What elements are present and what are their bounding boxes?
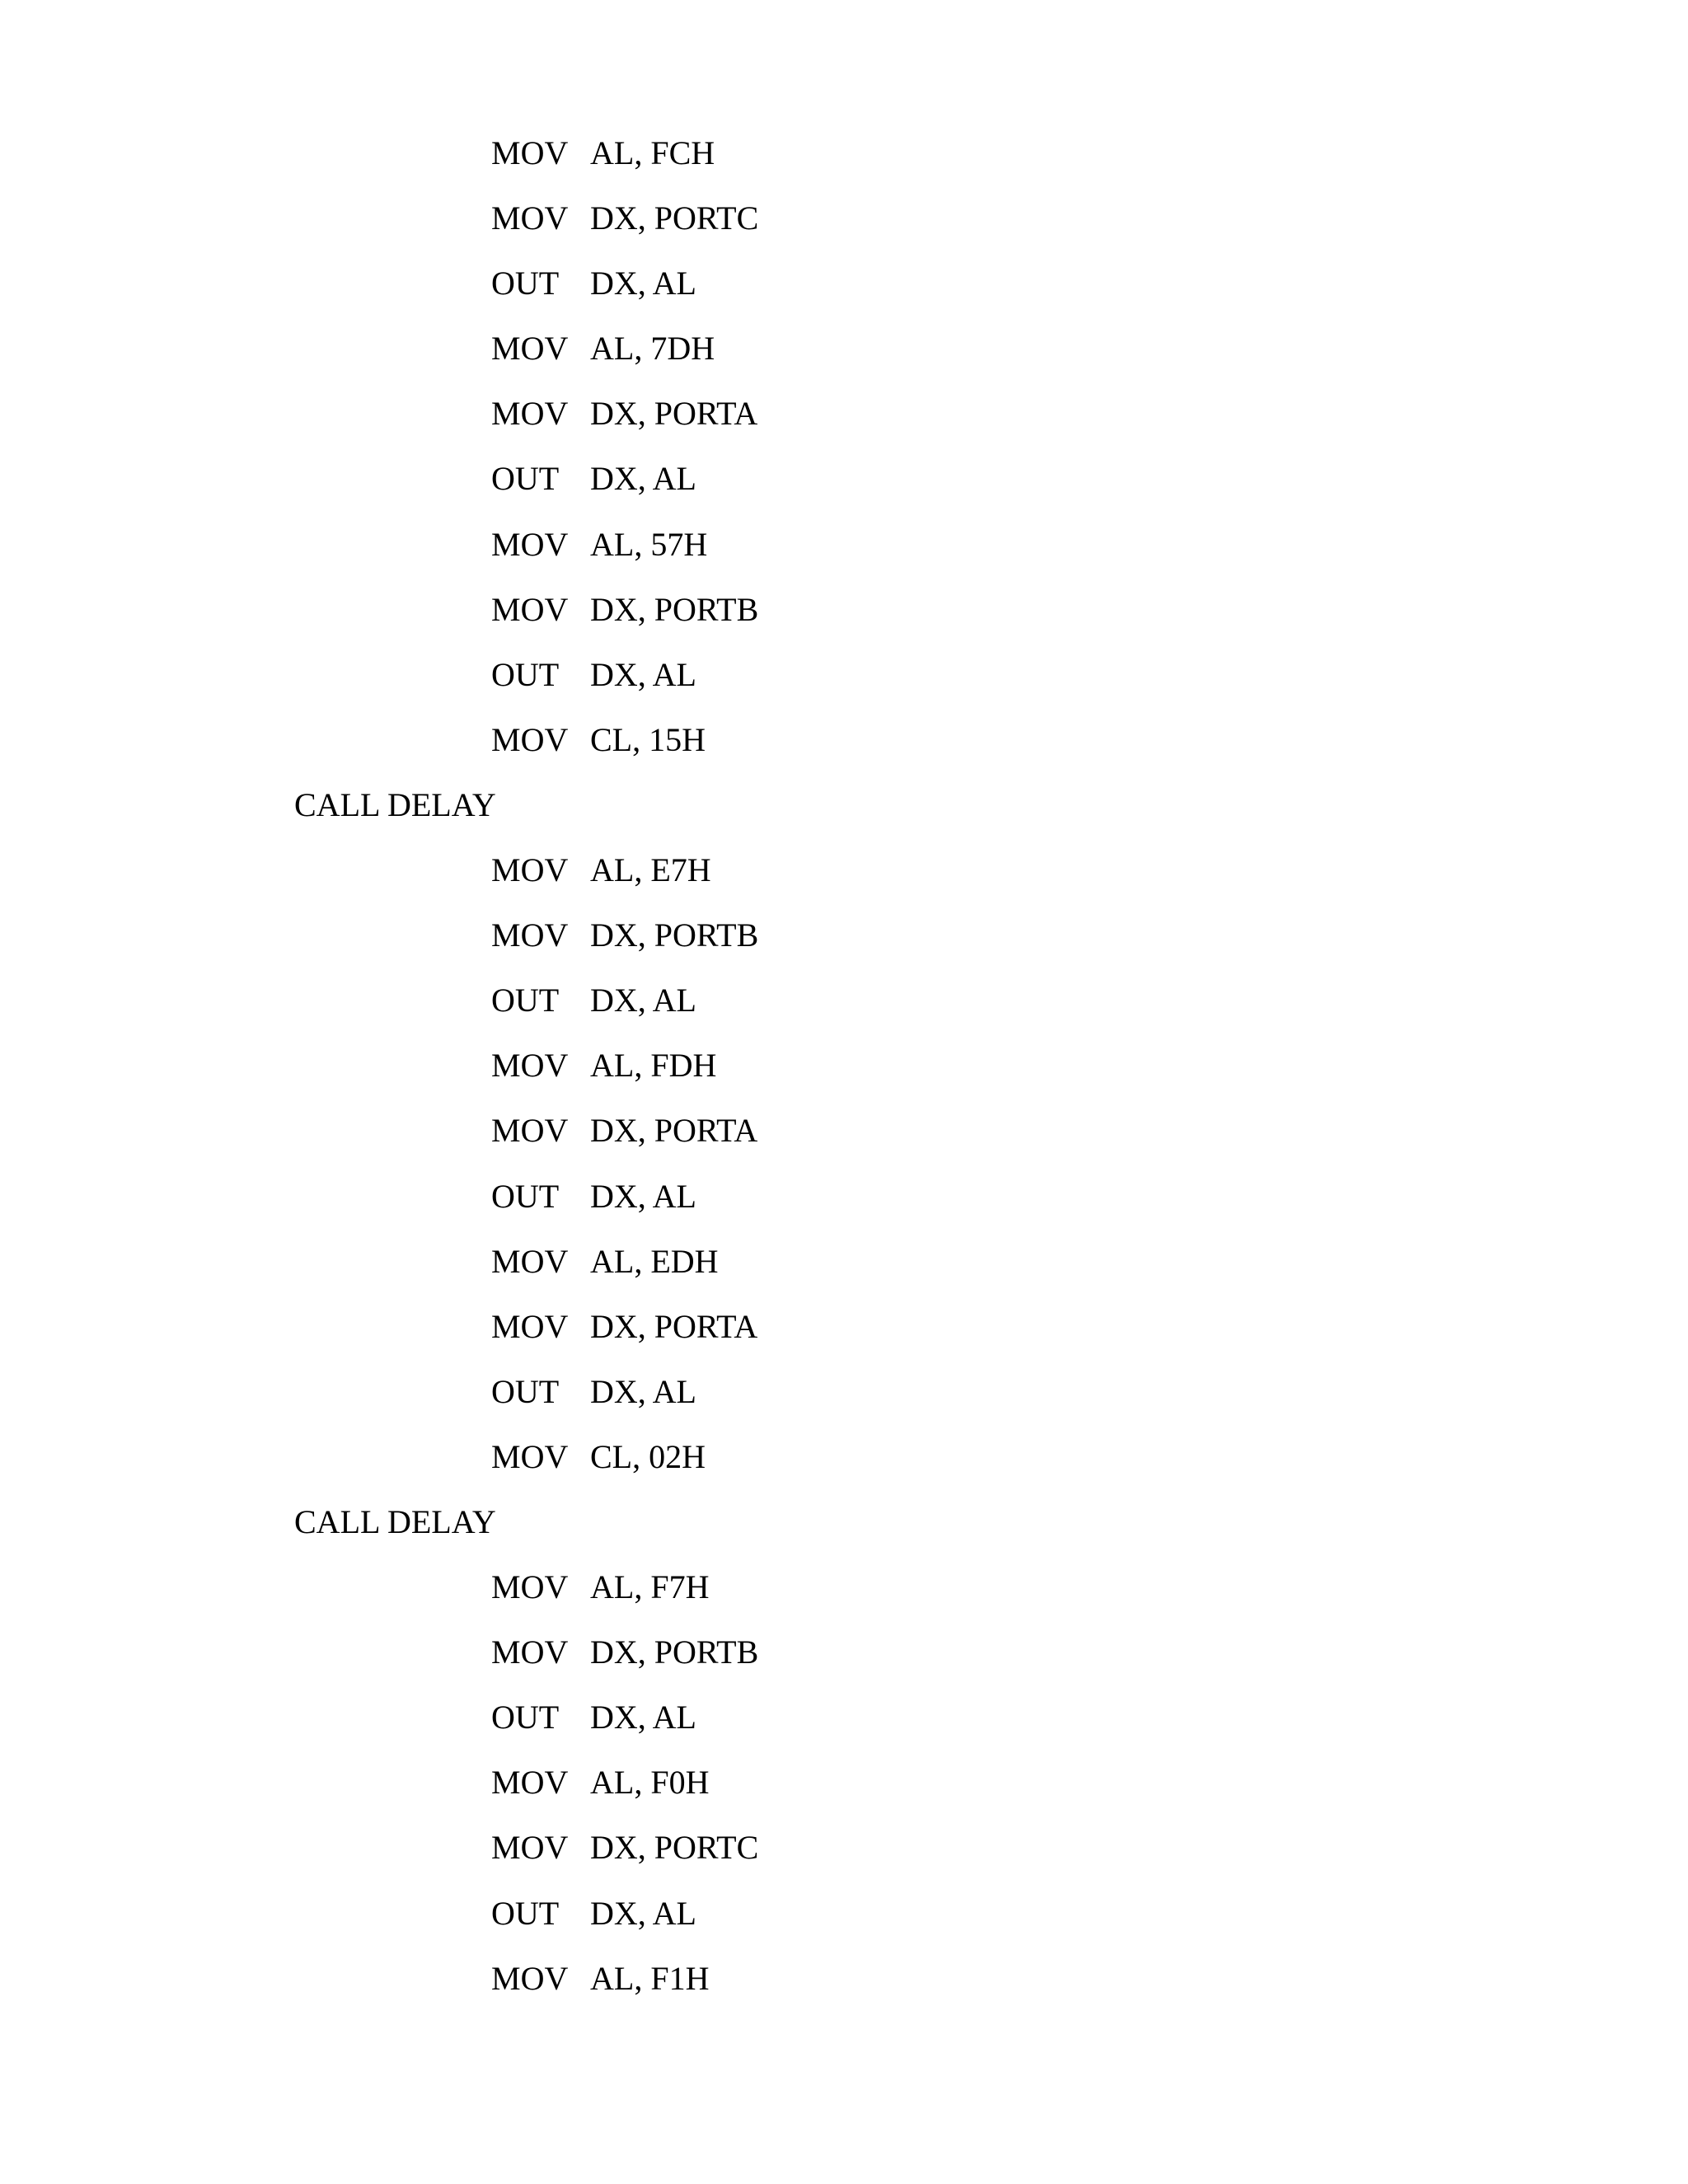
instruction-mnemonic: MOV: [491, 1112, 569, 1150]
instruction-mnemonic: MOV: [491, 1829, 569, 1867]
instruction-mnemonic: OUT: [491, 655, 560, 693]
instruction-operands: DX, PORTB: [590, 1633, 759, 1671]
instruction-mnemonic: OUT: [491, 460, 560, 498]
instruction-line: [0, 462, 1688, 527]
instruction-line: [0, 1437, 1688, 1506]
instruction-mnemonic: MOV: [491, 590, 569, 628]
instruction-line: [0, 1959, 1688, 2027]
instruction-line: [0, 1177, 1688, 1245]
instruction-line: [0, 199, 1688, 267]
instruction-line: [0, 720, 1688, 789]
instruction-operands: CL, 15H: [590, 720, 706, 758]
instruction-operands: AL, 7DH: [590, 330, 715, 368]
instruction-line: [0, 984, 1688, 1049]
instruction-operands: DX, AL: [590, 1894, 696, 1932]
instruction-line: [0, 134, 1688, 202]
instruction-mnemonic: MOV: [491, 1633, 569, 1671]
instruction-mnemonic: MOV: [491, 199, 569, 237]
instruction-operands: DX, AL: [590, 265, 696, 302]
instruction-mnemonic: MOV: [491, 1437, 569, 1475]
instruction-operands: DX, PORTC: [590, 1829, 759, 1867]
instruction-mnemonic: OUT: [491, 1177, 560, 1215]
instruction-mnemonic: MOV: [491, 525, 569, 563]
instruction-mnemonic: MOV: [491, 1764, 569, 1802]
instruction-line: [0, 1894, 1688, 1962]
instruction-mnemonic: OUT: [491, 1699, 560, 1736]
instruction-line: [0, 590, 1688, 658]
instruction-mnemonic: MOV: [491, 330, 569, 368]
instruction-mnemonic: MOV: [491, 1242, 569, 1280]
instruction-line: [0, 267, 1688, 332]
instruction-operands: DX, PORTA: [590, 1307, 758, 1345]
instruction-line: [0, 332, 1688, 397]
instruction-mnemonic: MOV: [491, 1047, 569, 1085]
instruction-line: [0, 525, 1688, 593]
instruction-line: [0, 1766, 1688, 1831]
instruction-line: [0, 1242, 1688, 1310]
instruction-operands: DX, PORTB: [590, 590, 759, 628]
instruction-mnemonic: MOV: [491, 1307, 569, 1345]
assembly-listing: [0, 134, 1688, 2027]
instruction-operands: AL, FCH: [590, 134, 715, 171]
instruction-line: [0, 1049, 1688, 1114]
instruction-mnemonic: MOV: [491, 916, 569, 954]
instruction-line: [0, 1831, 1688, 1896]
instruction-line: [0, 397, 1688, 462]
instruction-operands: DX, AL: [590, 1699, 696, 1736]
instruction-operands: AL, FDH: [590, 1047, 717, 1085]
instruction-line: [0, 1633, 1688, 1701]
instruction-line: [0, 1701, 1688, 1766]
instruction-operands: AL, 57H: [590, 525, 708, 563]
instruction-operands: DX, PORTA: [590, 1112, 758, 1150]
instruction-operands: DX, AL: [590, 460, 696, 498]
instruction-mnemonic: OUT: [491, 1372, 560, 1410]
instruction-mnemonic: MOV: [491, 395, 569, 433]
instruction-operands: DX, AL: [590, 1177, 696, 1215]
instruction-operands: DX, AL: [590, 655, 696, 693]
instruction-operands: CL, 02H: [590, 1437, 706, 1475]
call-line: [0, 1502, 1688, 1571]
instruction-line: [0, 851, 1688, 919]
instruction-operands: AL, F7H: [590, 1568, 710, 1606]
instruction-mnemonic: OUT: [491, 1894, 560, 1932]
instruction-mnemonic: OUT: [491, 982, 560, 1019]
instruction-line: [0, 1114, 1688, 1179]
instruction-operands: AL, F0H: [590, 1764, 710, 1802]
instruction-mnemonic: MOV: [491, 720, 569, 758]
instruction-mnemonic: MOV: [491, 134, 569, 171]
instruction-operands: DX, PORTB: [590, 916, 759, 954]
instruction-line: [0, 1372, 1688, 1441]
instruction-line: [0, 655, 1688, 724]
call-line: [0, 785, 1688, 854]
instruction-operands: AL, EDH: [590, 1242, 719, 1280]
instruction-line: [0, 1307, 1688, 1376]
call-text: CALL DELAY: [294, 1502, 496, 1540]
instruction-mnemonic: MOV: [491, 1568, 569, 1606]
instruction-operands: DX, PORTA: [590, 395, 758, 433]
call-text: CALL DELAY: [294, 785, 496, 823]
instruction-operands: DX, PORTC: [590, 199, 759, 237]
instruction-line: [0, 1568, 1688, 1636]
instruction-operands: DX, AL: [590, 1372, 696, 1410]
instruction-operands: DX, AL: [590, 982, 696, 1019]
instruction-operands: AL, F1H: [590, 1959, 710, 1997]
instruction-mnemonic: OUT: [491, 265, 560, 302]
instruction-line: [0, 916, 1688, 984]
instruction-operands: AL, E7H: [590, 851, 711, 889]
instruction-mnemonic: MOV: [491, 851, 569, 889]
instruction-mnemonic: MOV: [491, 1959, 569, 1997]
